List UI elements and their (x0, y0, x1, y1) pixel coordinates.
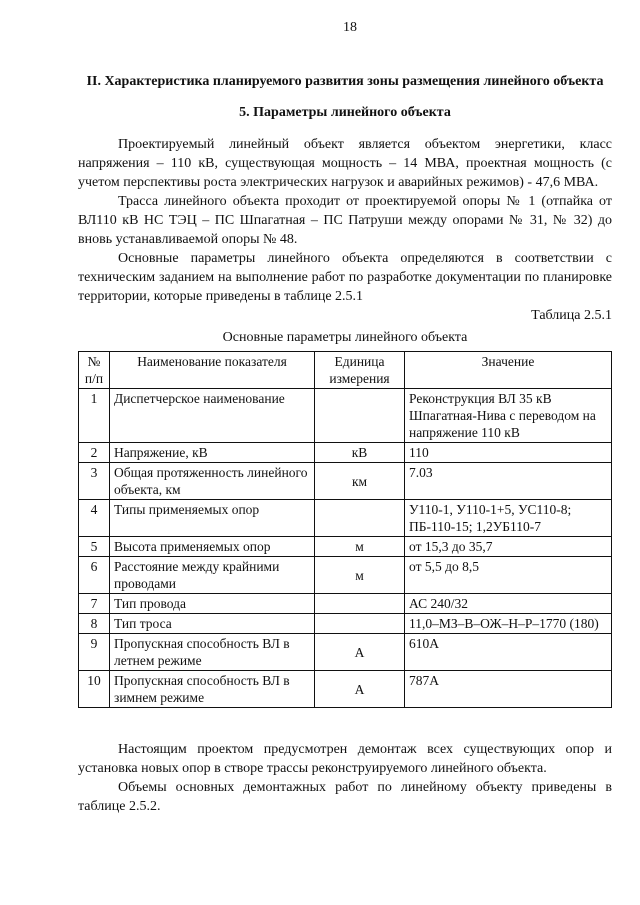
table-row (79, 389, 612, 443)
paragraph: Настоящим проектом предусмотрен демонтаж всех существующих опор и установка новых опор в створе трассы реконструируемого линейного объекта. (78, 742, 612, 776)
cell-value: Реконструкция ВЛ 35 кВ Шпагатная-Нива с переводом на напряжение 110 кВ (405, 389, 612, 443)
table-label: Таблица 2.5.1 (531, 308, 612, 323)
cell-name: Расстояние между крайними проводами (110, 557, 315, 594)
cell-num: 10 (79, 671, 110, 708)
cell-num: 1 (79, 389, 110, 443)
section-heading: II. Характеристика планируемого развития зоны размещения линейного объекта (86, 74, 604, 89)
cell-value: У110-1, У110-1+5, УС110-8; ПБ-110-15; 1,2УБ110-7 (405, 500, 612, 537)
cell-name: Высота применяемых опор (110, 537, 315, 557)
parameters-table (78, 351, 612, 708)
cell-value: 110 (405, 443, 612, 463)
cell-unit (315, 614, 405, 634)
cell-num: 9 (79, 634, 110, 671)
table-row (79, 463, 612, 500)
cell-value: от 5,5 до 8,5 (405, 557, 612, 594)
cell-unit (315, 389, 405, 443)
table-caption: Основные параметры линейного объекта (222, 330, 468, 345)
cell-unit: кВ (315, 443, 405, 463)
table-row (79, 443, 612, 463)
cell-value: 787А (405, 671, 612, 708)
table-row (79, 671, 612, 708)
cell-unit: А (315, 671, 405, 708)
cell-num: 6 (79, 557, 110, 594)
header-name: Наименование показателя (110, 352, 315, 389)
paragraph: Трасса линейного объекта проходит от проектируемой опоры № 1 (отпайка от ВЛ110 кВ НС ТЭЦ – ПС Шпагатная – ПС Патруши между опорами № 31, № 32) до вновь устанавливаемой опоры № 48. (78, 194, 612, 247)
cell-num: 4 (79, 500, 110, 537)
table-header-row (79, 352, 612, 389)
table-row (79, 500, 612, 537)
cell-unit (315, 594, 405, 614)
subsection-heading: 5. Параметры линейного объекта (239, 105, 451, 120)
header-unit: Единица измерения (315, 352, 405, 389)
cell-value: 7.03 (405, 463, 612, 500)
table-row (79, 594, 612, 614)
table-body (79, 389, 612, 708)
page-number: 18 (343, 20, 357, 35)
paragraph: Основные параметры линейного объекта определяются в соответствии с техническим заданием на выполнение работ по разработке документации по планировке территории, которые приведены в таблице 2.5.1 (78, 251, 612, 304)
cell-name: Общая протяженность линейного объекта, км (110, 463, 315, 500)
paragraph: Проектируемый линейный объект является объектом энергетики, класс напряжения – 110 кВ, существующая мощность – 14 МВА, проектная мощность (с учетом перспективы роста электрических нагрузок и аварийных режимов) - 47,6 МВА. (78, 137, 612, 190)
cell-name: Тип провода (110, 594, 315, 614)
cell-name: Напряжение, кВ (110, 443, 315, 463)
cell-value: АС 240/32 (405, 594, 612, 614)
cell-name: Пропускная способность ВЛ в летнем режиме (110, 634, 315, 671)
cell-unit: км (315, 463, 405, 500)
cell-name: Типы применяемых опор (110, 500, 315, 537)
cell-value: 11,0–МЗ–В–ОЖ–Н–Р–1770 (180) (405, 614, 612, 634)
cell-name: Тип троса (110, 614, 315, 634)
cell-num: 5 (79, 537, 110, 557)
cell-num: 3 (79, 463, 110, 500)
table-row (79, 634, 612, 671)
cell-value: от 15,3 до 35,7 (405, 537, 612, 557)
header-num: № п/п (79, 352, 110, 389)
cell-name: Диспетчерское наименование (110, 389, 315, 443)
cell-unit: А (315, 634, 405, 671)
cell-unit (315, 500, 405, 537)
cell-num: 8 (79, 614, 110, 634)
cell-name: Пропускная способность ВЛ в зимнем режиме (110, 671, 315, 708)
table-row (79, 537, 612, 557)
cell-unit: м (315, 537, 405, 557)
paragraph: Объемы основных демонтажных работ по линейному объекту приведены в таблице 2.5.2. (78, 780, 612, 814)
cell-num: 7 (79, 594, 110, 614)
cell-value: 610А (405, 634, 612, 671)
table-row (79, 614, 612, 634)
header-value: Значение (405, 352, 612, 389)
table-row (79, 557, 612, 594)
cell-unit: м (315, 557, 405, 594)
cell-num: 2 (79, 443, 110, 463)
closing-text (78, 740, 612, 816)
intro-text (78, 135, 612, 306)
